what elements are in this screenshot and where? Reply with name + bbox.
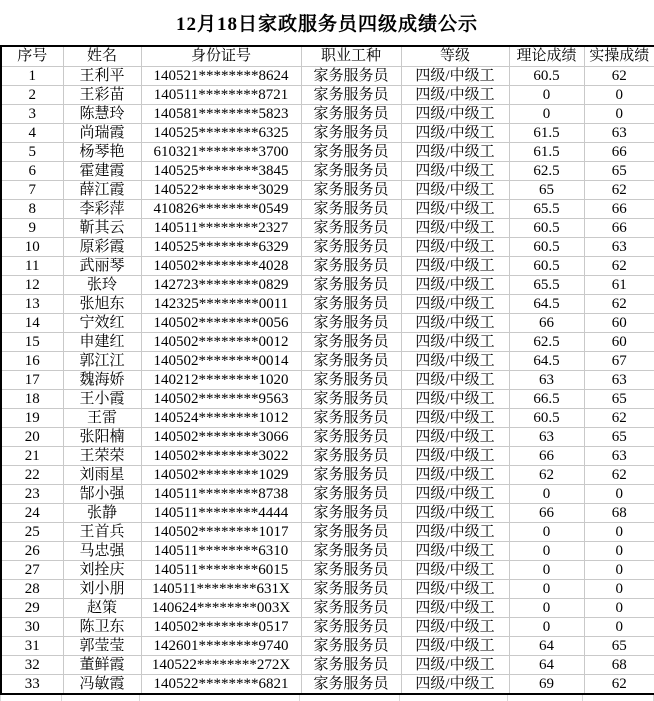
cell-theory: 63 <box>509 371 584 390</box>
cell-level: 四级/中级工 <box>401 124 509 143</box>
cell-name: 张旭东 <box>63 295 141 314</box>
cell-id: 140502********0012 <box>141 333 301 352</box>
cell-practical: 62 <box>584 67 654 86</box>
cell-job: 家务服务员 <box>301 542 401 561</box>
cell-no: 29 <box>1 599 63 618</box>
cell-id: 140502********9563 <box>141 390 301 409</box>
cell-name: 冯敏霞 <box>63 675 141 695</box>
cell-practical: 62 <box>584 675 654 695</box>
cell-job: 家务服务员 <box>301 618 401 637</box>
cell-theory: 66.5 <box>509 390 584 409</box>
cell-level: 四级/中级工 <box>401 181 509 200</box>
header-id: 身份证号 <box>141 46 301 67</box>
cell-practical: 0 <box>584 580 654 599</box>
cell-practical: 65 <box>584 428 654 447</box>
cell-name: 郜小强 <box>63 485 141 504</box>
table-row <box>1 371 654 390</box>
cell-name: 刘小朋 <box>63 580 141 599</box>
cell-practical: 66 <box>584 200 654 219</box>
cell-practical: 0 <box>584 523 654 542</box>
cell-name: 魏海娇 <box>63 371 141 390</box>
cell-id: 140524********1012 <box>141 409 301 428</box>
cell-job: 家务服务员 <box>301 67 401 86</box>
cell-level: 四级/中级工 <box>401 618 509 637</box>
cell-level: 四级/中级工 <box>401 200 509 219</box>
cell-no: 26 <box>1 542 63 561</box>
cell-no: 15 <box>1 333 63 352</box>
cell-job: 家务服务员 <box>301 637 401 656</box>
table-row <box>1 561 654 580</box>
cell-practical: 60 <box>584 314 654 333</box>
cell-name: 王利平 <box>63 67 141 86</box>
cell-job: 家务服务员 <box>301 390 401 409</box>
cell-practical: 62 <box>584 409 654 428</box>
cell-id: 140502********3066 <box>141 428 301 447</box>
cell-practical: 65 <box>584 390 654 409</box>
cell-no: 13 <box>1 295 63 314</box>
cell-level: 四级/中级工 <box>401 371 509 390</box>
cell-id: 140502********1017 <box>141 523 301 542</box>
cell-name: 薛江霞 <box>63 181 141 200</box>
cell-name: 董鲜霞 <box>63 656 141 675</box>
cell-theory: 61.5 <box>509 143 584 162</box>
cell-theory: 61.5 <box>509 124 584 143</box>
table-row <box>1 124 654 143</box>
cell-id: 140511********6310 <box>141 542 301 561</box>
table-row <box>1 219 654 238</box>
cell-name: 张静 <box>63 504 141 523</box>
cell-theory: 63 <box>509 428 584 447</box>
cell-id: 140502********4028 <box>141 257 301 276</box>
cell-name: 刘雨星 <box>63 466 141 485</box>
cell-job: 家务服务员 <box>301 561 401 580</box>
header-practical: 实操成绩 <box>584 46 654 67</box>
cell-name: 王荣荣 <box>63 447 141 466</box>
cell-no: 16 <box>1 352 63 371</box>
table-row <box>1 257 654 276</box>
cell-job: 家务服务员 <box>301 124 401 143</box>
cell-theory: 60.5 <box>509 67 584 86</box>
cell-practical: 65 <box>584 637 654 656</box>
table-row <box>1 656 654 675</box>
table-header-row <box>1 46 654 67</box>
header-theory: 理论成绩 <box>509 46 584 67</box>
cell-level: 四级/中级工 <box>401 86 509 105</box>
cell-no: 7 <box>1 181 63 200</box>
header-name: 姓名 <box>63 46 141 67</box>
cell-practical: 61 <box>584 276 654 295</box>
table-row <box>1 238 654 257</box>
cell-id: 140521********8624 <box>141 67 301 86</box>
cell-name: 霍建霞 <box>63 162 141 181</box>
cell-no: 4 <box>1 124 63 143</box>
cell-no: 5 <box>1 143 63 162</box>
cell-theory: 65 <box>509 181 584 200</box>
cell-job: 家务服务员 <box>301 276 401 295</box>
cell-name: 武丽琴 <box>63 257 141 276</box>
cell-id: 140502********0014 <box>141 352 301 371</box>
table-row <box>1 504 654 523</box>
cell-no: 31 <box>1 637 63 656</box>
cell-job: 家务服务员 <box>301 352 401 371</box>
cell-job: 家务服务员 <box>301 314 401 333</box>
cell-id: 140511********4444 <box>141 504 301 523</box>
cell-job: 家务服务员 <box>301 181 401 200</box>
cell-name: 宁效红 <box>63 314 141 333</box>
table-row <box>1 86 654 105</box>
cell-level: 四级/中级工 <box>401 409 509 428</box>
cell-theory: 0 <box>509 618 584 637</box>
cell-name: 郭江江 <box>63 352 141 371</box>
cell-job: 家务服务员 <box>301 295 401 314</box>
page-title: 12月18日家政服务员四级成绩公示 <box>175 14 478 35</box>
cell-practical: 62 <box>584 181 654 200</box>
cell-practical: 66 <box>584 219 654 238</box>
cell-no: 9 <box>1 219 63 238</box>
cell-name: 王彩苗 <box>63 86 141 105</box>
cell-practical: 62 <box>584 295 654 314</box>
cell-name: 尚瑞霞 <box>63 124 141 143</box>
cell-theory: 62.5 <box>509 333 584 352</box>
table-row <box>1 314 654 333</box>
table-row <box>1 447 654 466</box>
cell-level: 四级/中级工 <box>401 162 509 181</box>
cell-level: 四级/中级工 <box>401 580 509 599</box>
cell-id: 140502********3022 <box>141 447 301 466</box>
table-row <box>1 67 654 86</box>
table-row <box>1 428 654 447</box>
table-row <box>1 466 654 485</box>
cell-theory: 60.5 <box>509 219 584 238</box>
cell-level: 四级/中级工 <box>401 428 509 447</box>
cell-level: 四级/中级工 <box>401 257 509 276</box>
cell-level: 四级/中级工 <box>401 105 509 124</box>
cell-name: 李彩萍 <box>63 200 141 219</box>
cell-no: 27 <box>1 561 63 580</box>
cell-practical: 68 <box>584 656 654 675</box>
header-no: 序号 <box>1 46 63 67</box>
cell-no: 30 <box>1 618 63 637</box>
cell-theory: 0 <box>509 86 584 105</box>
cell-theory: 0 <box>509 599 584 618</box>
cell-name: 杨琴艳 <box>63 143 141 162</box>
cell-theory: 62.5 <box>509 162 584 181</box>
table-row <box>1 276 654 295</box>
cell-id: 610321********3700 <box>141 143 301 162</box>
cell-id: 140624********003X <box>141 599 301 618</box>
cell-name: 王首兵 <box>63 523 141 542</box>
cell-no: 19 <box>1 409 63 428</box>
cell-no: 12 <box>1 276 63 295</box>
cell-level: 四级/中级工 <box>401 504 509 523</box>
cell-no: 8 <box>1 200 63 219</box>
table-row <box>1 105 654 124</box>
cell-theory: 0 <box>509 523 584 542</box>
cell-practical: 0 <box>584 105 654 124</box>
cell-no: 10 <box>1 238 63 257</box>
cell-no: 14 <box>1 314 63 333</box>
table-row <box>1 637 654 656</box>
table-row <box>1 295 654 314</box>
cell-theory: 65.5 <box>509 200 584 219</box>
cell-level: 四级/中级工 <box>401 542 509 561</box>
cell-job: 家务服务员 <box>301 200 401 219</box>
cell-id: 140581********5823 <box>141 105 301 124</box>
cell-practical: 68 <box>584 504 654 523</box>
cell-theory: 65.5 <box>509 276 584 295</box>
cell-level: 四级/中级工 <box>401 390 509 409</box>
cell-level: 四级/中级工 <box>401 295 509 314</box>
cell-name: 张阳楠 <box>63 428 141 447</box>
cell-practical: 62 <box>584 466 654 485</box>
cell-theory: 60.5 <box>509 409 584 428</box>
cell-name: 郭莹莹 <box>63 637 141 656</box>
cell-no: 3 <box>1 105 63 124</box>
header-job: 职业工种 <box>301 46 401 67</box>
cell-job: 家务服务员 <box>301 409 401 428</box>
cell-id: 140502********0517 <box>141 618 301 637</box>
cell-level: 四级/中级工 <box>401 67 509 86</box>
cell-practical: 62 <box>584 257 654 276</box>
table-row <box>1 675 654 695</box>
cell-no: 22 <box>1 466 63 485</box>
cell-practical: 0 <box>584 86 654 105</box>
cell-id: 140522********272X <box>141 656 301 675</box>
cell-job: 家务服务员 <box>301 466 401 485</box>
cell-no: 32 <box>1 656 63 675</box>
cell-job: 家务服务员 <box>301 238 401 257</box>
cell-id: 410826********0549 <box>141 200 301 219</box>
cell-theory: 64.5 <box>509 295 584 314</box>
cell-no: 11 <box>1 257 63 276</box>
cell-practical: 66 <box>584 143 654 162</box>
cell-no: 28 <box>1 580 63 599</box>
cell-id: 140502********1029 <box>141 466 301 485</box>
cell-practical: 63 <box>584 371 654 390</box>
cell-theory: 0 <box>509 561 584 580</box>
table-row <box>1 181 654 200</box>
cell-id: 140511********631X <box>141 580 301 599</box>
cell-theory: 66 <box>509 447 584 466</box>
cell-name: 王雷 <box>63 409 141 428</box>
cell-id: 140511********6015 <box>141 561 301 580</box>
cell-job: 家务服务员 <box>301 580 401 599</box>
cell-level: 四级/中级工 <box>401 238 509 257</box>
cell-practical: 63 <box>584 238 654 257</box>
cell-practical: 0 <box>584 485 654 504</box>
cell-level: 四级/中级工 <box>401 656 509 675</box>
cell-no: 1 <box>1 67 63 86</box>
cell-id: 140522********6821 <box>141 675 301 695</box>
table-row <box>1 390 654 409</box>
cell-theory: 66 <box>509 314 584 333</box>
cell-id: 140511********8738 <box>141 485 301 504</box>
cell-level: 四级/中级工 <box>401 485 509 504</box>
cell-no: 2 <box>1 86 63 105</box>
cell-no: 20 <box>1 428 63 447</box>
table-row <box>1 599 654 618</box>
cell-name: 申建红 <box>63 333 141 352</box>
cell-id: 140212********1020 <box>141 371 301 390</box>
cell-id: 142723********0829 <box>141 276 301 295</box>
cell-no: 24 <box>1 504 63 523</box>
cell-job: 家务服务员 <box>301 523 401 542</box>
cell-theory: 0 <box>509 580 584 599</box>
cell-no: 23 <box>1 485 63 504</box>
cell-name: 陈慧玲 <box>63 105 141 124</box>
table-row <box>1 580 654 599</box>
cell-practical: 67 <box>584 352 654 371</box>
cell-practical: 63 <box>584 124 654 143</box>
cell-level: 四级/中级工 <box>401 333 509 352</box>
results-tbody <box>1 67 654 695</box>
table-row <box>1 542 654 561</box>
cell-name: 靳其云 <box>63 219 141 238</box>
cell-id: 140525********6325 <box>141 124 301 143</box>
cell-job: 家务服务员 <box>301 86 401 105</box>
cell-level: 四级/中级工 <box>401 314 509 333</box>
cell-id: 140502********0056 <box>141 314 301 333</box>
cell-id: 140511********8721 <box>141 86 301 105</box>
cell-job: 家务服务员 <box>301 371 401 390</box>
cell-name: 王小霞 <box>63 390 141 409</box>
partial-next-row <box>0 695 654 701</box>
cell-level: 四级/中级工 <box>401 466 509 485</box>
cell-job: 家务服务员 <box>301 675 401 695</box>
cell-practical: 65 <box>584 162 654 181</box>
cell-level: 四级/中级工 <box>401 599 509 618</box>
cell-name: 陈卫东 <box>63 618 141 637</box>
cell-practical: 63 <box>584 447 654 466</box>
cell-job: 家务服务员 <box>301 428 401 447</box>
cell-practical: 0 <box>584 561 654 580</box>
cell-theory: 60.5 <box>509 257 584 276</box>
cell-job: 家务服务员 <box>301 485 401 504</box>
cell-job: 家务服务员 <box>301 257 401 276</box>
table-row <box>1 352 654 371</box>
table-row <box>1 162 654 181</box>
cell-level: 四级/中级工 <box>401 219 509 238</box>
cell-level: 四级/中级工 <box>401 523 509 542</box>
results-table <box>0 45 654 695</box>
cell-no: 18 <box>1 390 63 409</box>
cell-name: 赵策 <box>63 599 141 618</box>
cell-name: 马忠强 <box>63 542 141 561</box>
cell-theory: 64 <box>509 656 584 675</box>
cell-theory: 60.5 <box>509 238 584 257</box>
cell-practical: 0 <box>584 618 654 637</box>
table-row <box>1 200 654 219</box>
cell-job: 家务服务员 <box>301 599 401 618</box>
cell-job: 家务服务员 <box>301 219 401 238</box>
table-row <box>1 618 654 637</box>
cell-no: 6 <box>1 162 63 181</box>
cell-theory: 66 <box>509 504 584 523</box>
cell-id: 142325********0011 <box>141 295 301 314</box>
cell-no: 25 <box>1 523 63 542</box>
cell-job: 家务服务员 <box>301 504 401 523</box>
cell-no: 21 <box>1 447 63 466</box>
cell-id: 140511********2327 <box>141 219 301 238</box>
cell-level: 四级/中级工 <box>401 675 509 695</box>
cell-job: 家务服务员 <box>301 656 401 675</box>
cell-job: 家务服务员 <box>301 447 401 466</box>
cell-theory: 0 <box>509 485 584 504</box>
cell-level: 四级/中级工 <box>401 143 509 162</box>
cell-theory: 64.5 <box>509 352 584 371</box>
cell-job: 家务服务员 <box>301 162 401 181</box>
cell-theory: 64 <box>509 637 584 656</box>
cell-name: 张玲 <box>63 276 141 295</box>
cell-theory: 69 <box>509 675 584 695</box>
cell-level: 四级/中级工 <box>401 276 509 295</box>
table-row <box>1 333 654 352</box>
cell-id: 140522********3029 <box>141 181 301 200</box>
cell-practical: 0 <box>584 542 654 561</box>
cell-level: 四级/中级工 <box>401 447 509 466</box>
cell-theory: 0 <box>509 542 584 561</box>
cell-id: 142601********9740 <box>141 637 301 656</box>
table-row <box>1 143 654 162</box>
table-row <box>1 409 654 428</box>
cell-theory: 62 <box>509 466 584 485</box>
cell-level: 四级/中级工 <box>401 637 509 656</box>
cell-job: 家务服务员 <box>301 105 401 124</box>
cell-name: 原彩霞 <box>63 238 141 257</box>
cell-no: 33 <box>1 675 63 695</box>
table-row <box>1 485 654 504</box>
cell-practical: 60 <box>584 333 654 352</box>
cell-name: 刘拴庆 <box>63 561 141 580</box>
cell-job: 家务服务员 <box>301 143 401 162</box>
cell-theory: 0 <box>509 105 584 124</box>
header-level: 等级 <box>401 46 509 67</box>
cell-id: 140525********3845 <box>141 162 301 181</box>
cell-practical: 0 <box>584 599 654 618</box>
cell-id: 140525********6329 <box>141 238 301 257</box>
cell-job: 家务服务员 <box>301 333 401 352</box>
cell-level: 四级/中级工 <box>401 352 509 371</box>
table-row <box>1 523 654 542</box>
cell-level: 四级/中级工 <box>401 561 509 580</box>
cell-no: 17 <box>1 371 63 390</box>
